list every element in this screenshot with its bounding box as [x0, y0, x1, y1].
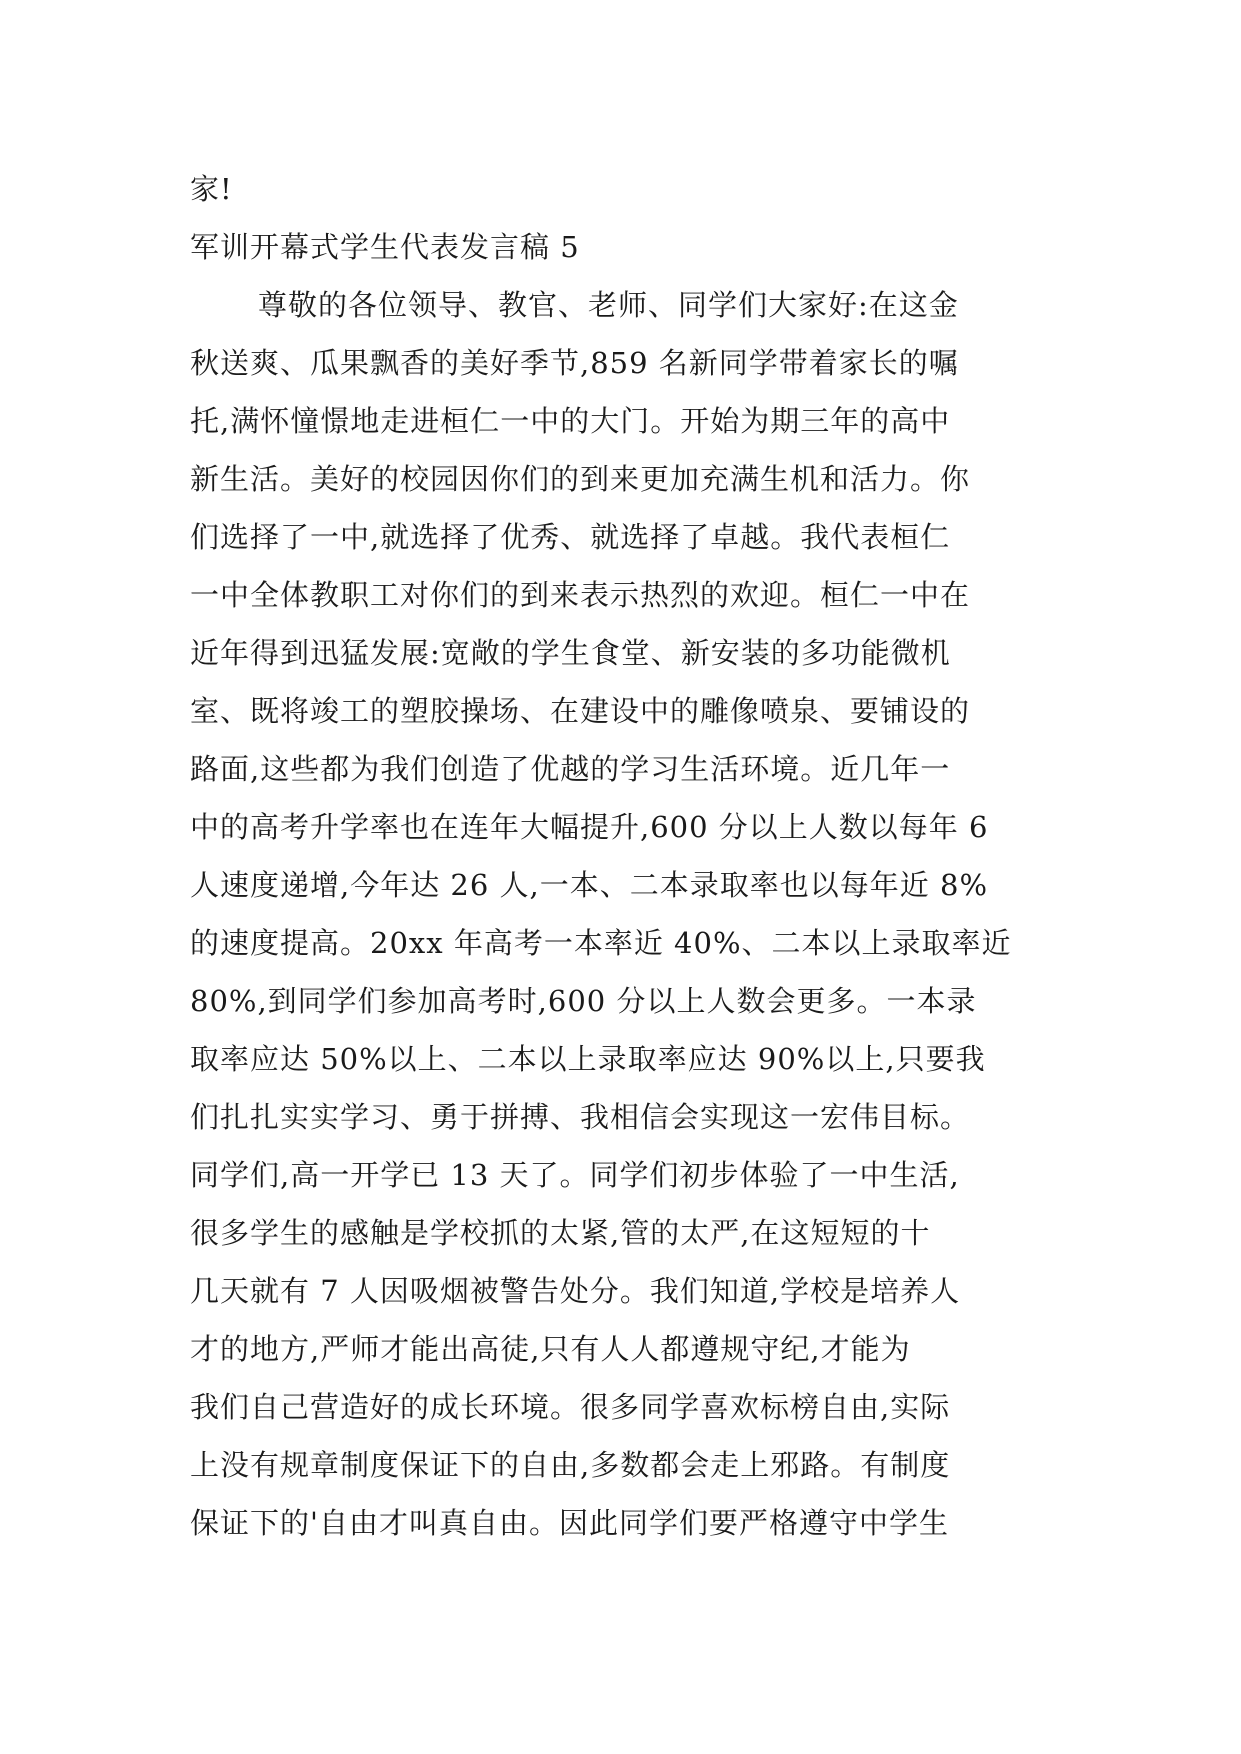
- paragraph-line: 们扎扎实实学习、勇于拼搏、我相信会实现这一宏伟目标。: [190, 1100, 971, 1134]
- paragraph-line: 近年得到迅猛发展:宽敞的学生食堂、新安装的多功能微机: [190, 636, 951, 670]
- paragraph-line: 很多学生的感触是学校抓的太紧,管的太严,在这短短的十: [190, 1216, 931, 1250]
- paragraph-line: 尊敬的各位领导、教官、老师、同学们大家好:在这金: [258, 288, 959, 322]
- paragraph-line: 才的地方,严师才能出高徒,只有人人都遵规守纪,才能为: [190, 1332, 911, 1366]
- document-body: [190, 160, 1060, 1552]
- paragraph-line: 中的高考升学率也在连年大幅提升,600 分以上人数以每年 6: [190, 810, 989, 844]
- paragraph-line: 室、既将竣工的塑胶操场、在建设中的雕像喷泉、要铺设的: [190, 694, 971, 728]
- paragraph-line: 取率应达 50%以上、二本以上录取率应达 90%以上,只要我: [190, 1042, 986, 1076]
- paragraph-line: 路面,这些都为我们创造了优越的学习生活环境。近几年一: [190, 752, 951, 786]
- paragraph-line: 新生活。美好的校园因你们的到来更加充满生机和活力。你: [190, 462, 971, 496]
- paragraph-line: 保证下的'自由才叫真自由。因此同学们要严格遵守中学生: [190, 1506, 949, 1540]
- paragraph-line: 同学们,高一开学已 13 天了。同学们初步体验了一中生活,: [190, 1158, 960, 1192]
- paragraph-line: 秋送爽、瓜果飘香的美好季节,859 名新同学带着家长的嘱: [190, 346, 959, 380]
- paragraph-line: 几天就有 7 人因吸烟被警告处分。我们知道,学校是培养人: [190, 1274, 961, 1308]
- paragraph-line: 我们自己营造好的成长环境。很多同学喜欢标榜自由,实际: [190, 1390, 951, 1424]
- paragraph-line: 一中全体教职工对你们的到来表示热烈的欢迎。桓仁一中在: [190, 578, 971, 612]
- paragraph-line: 上没有规章制度保证下的自由,多数都会走上邪路。有制度: [190, 1448, 951, 1482]
- paragraph-line: 们选择了一中,就选择了优秀、就选择了卓越。我代表桓仁: [190, 520, 951, 554]
- paragraph-line: 人速度递增,今年达 26 人,一本、二本录取率也以每年近 8%: [190, 868, 989, 902]
- previous-paragraph-ending: 家!: [190, 172, 233, 206]
- paragraph-line: 80%,到同学们参加高考时,600 分以上人数会更多。一本录: [190, 984, 977, 1018]
- section-heading: 军训开幕式学生代表发言稿 5: [190, 230, 580, 264]
- paragraph-line: 的速度提高。20xx 年高考一本率近 40%、二本以上录取率近: [190, 926, 1012, 960]
- paragraph-line: 托,满怀憧憬地走进桓仁一中的大门。开始为期三年的高中: [190, 404, 951, 438]
